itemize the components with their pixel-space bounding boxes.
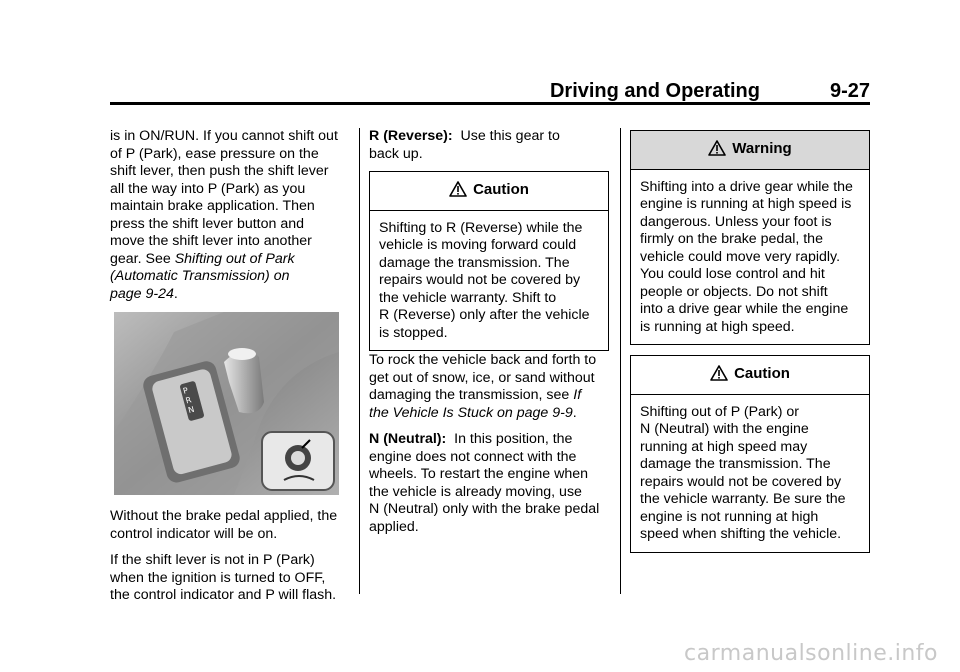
caution-body: Shifting to R (Reverse) while the vehicle is moving forward could damage the transmission. The repairs would not be covered by the vehicle warranty. Shift to R (Reverse) only after the vehicle is stopped.: [379, 219, 590, 341]
column-1: [110, 128, 350, 312]
column-1-lower: [110, 508, 350, 614]
caution-icon: [449, 181, 467, 202]
caution-box-reverse: [369, 171, 609, 351]
caution-header: Caution: [370, 172, 608, 211]
column-divider-2: [620, 128, 621, 594]
caution-icon: [710, 365, 728, 386]
intro-paragraph: is in ON/RUN. If you cannot shift out of P (Park), ease pressure on the shift lever, then push the shift lever all the way into P (Park) as you maintain brake application. Then press the shift lever button and move the shift lever into another gear. See Shifting out of Park (Automatic Transmission) on page 9-24.: [110, 128, 338, 302]
reverse-paragraph: R (Reverse): Use this gear to back up.: [369, 128, 560, 162]
page-number: 9-27: [829, 80, 870, 102]
caution-box-shift: [630, 355, 870, 553]
column-2-lower: [369, 352, 614, 545]
column-divider-1: [359, 128, 360, 594]
caution-body: Shifting out of P (Park) or N (Neutral) with the engine running at high speed may damage the transmission. The repairs would not be covered by the vehicle warranty. Be sure the engine is not running at high speed when shifting the vehicle.: [640, 403, 846, 542]
header-rule: [110, 102, 870, 105]
warning-box: [630, 130, 870, 345]
section-title: Driving and Operating: [549, 80, 760, 102]
warning-header: Warning: [631, 131, 869, 170]
warning-body: Shifting into a drive gear while the engine is running at high speed is dangerous. Unless your foot is firmly on the brake pedal, the vehicle could move very rapidly. You could lose control and hit people or objects. Do not shift into a drive gear while the engine is running at high speed.: [640, 178, 853, 335]
neutral-paragraph: N (Neutral): In this position, the engine does not connect with the wheels. To restart the engine when the vehicle is already moving, use N (Neutral) only with the brake pedal applied.: [369, 431, 600, 535]
brake-paragraph: Without the brake pedal applied, the control indicator will be on.: [110, 508, 338, 542]
stuck-link[interactable]: If: [573, 387, 582, 403]
cross-reference-link[interactable]: Shifting out of Park: [174, 250, 295, 267]
ignition-paragraph: If the shift lever is not in P (Park) when the ignition is turned to OFF, the control indicator and P will flash.: [110, 552, 337, 603]
rock-paragraph: To rock the vehicle back and forth to get out of snow, ice, or sand without damaging the transmission, see If the Vehicle Is Stuck on page 9-9.: [369, 352, 597, 421]
svg-text:R: R: [184, 395, 193, 406]
svg-text:N: N: [187, 404, 196, 416]
column-2: [369, 128, 609, 172]
page-header: [110, 80, 870, 104]
shift-lever-illustration: [114, 312, 339, 495]
svg-text:P: P: [182, 385, 190, 396]
caution-header: Caution: [631, 356, 869, 395]
warning-icon: [708, 140, 726, 161]
watermark: carmanualsonline.info: [684, 641, 938, 666]
